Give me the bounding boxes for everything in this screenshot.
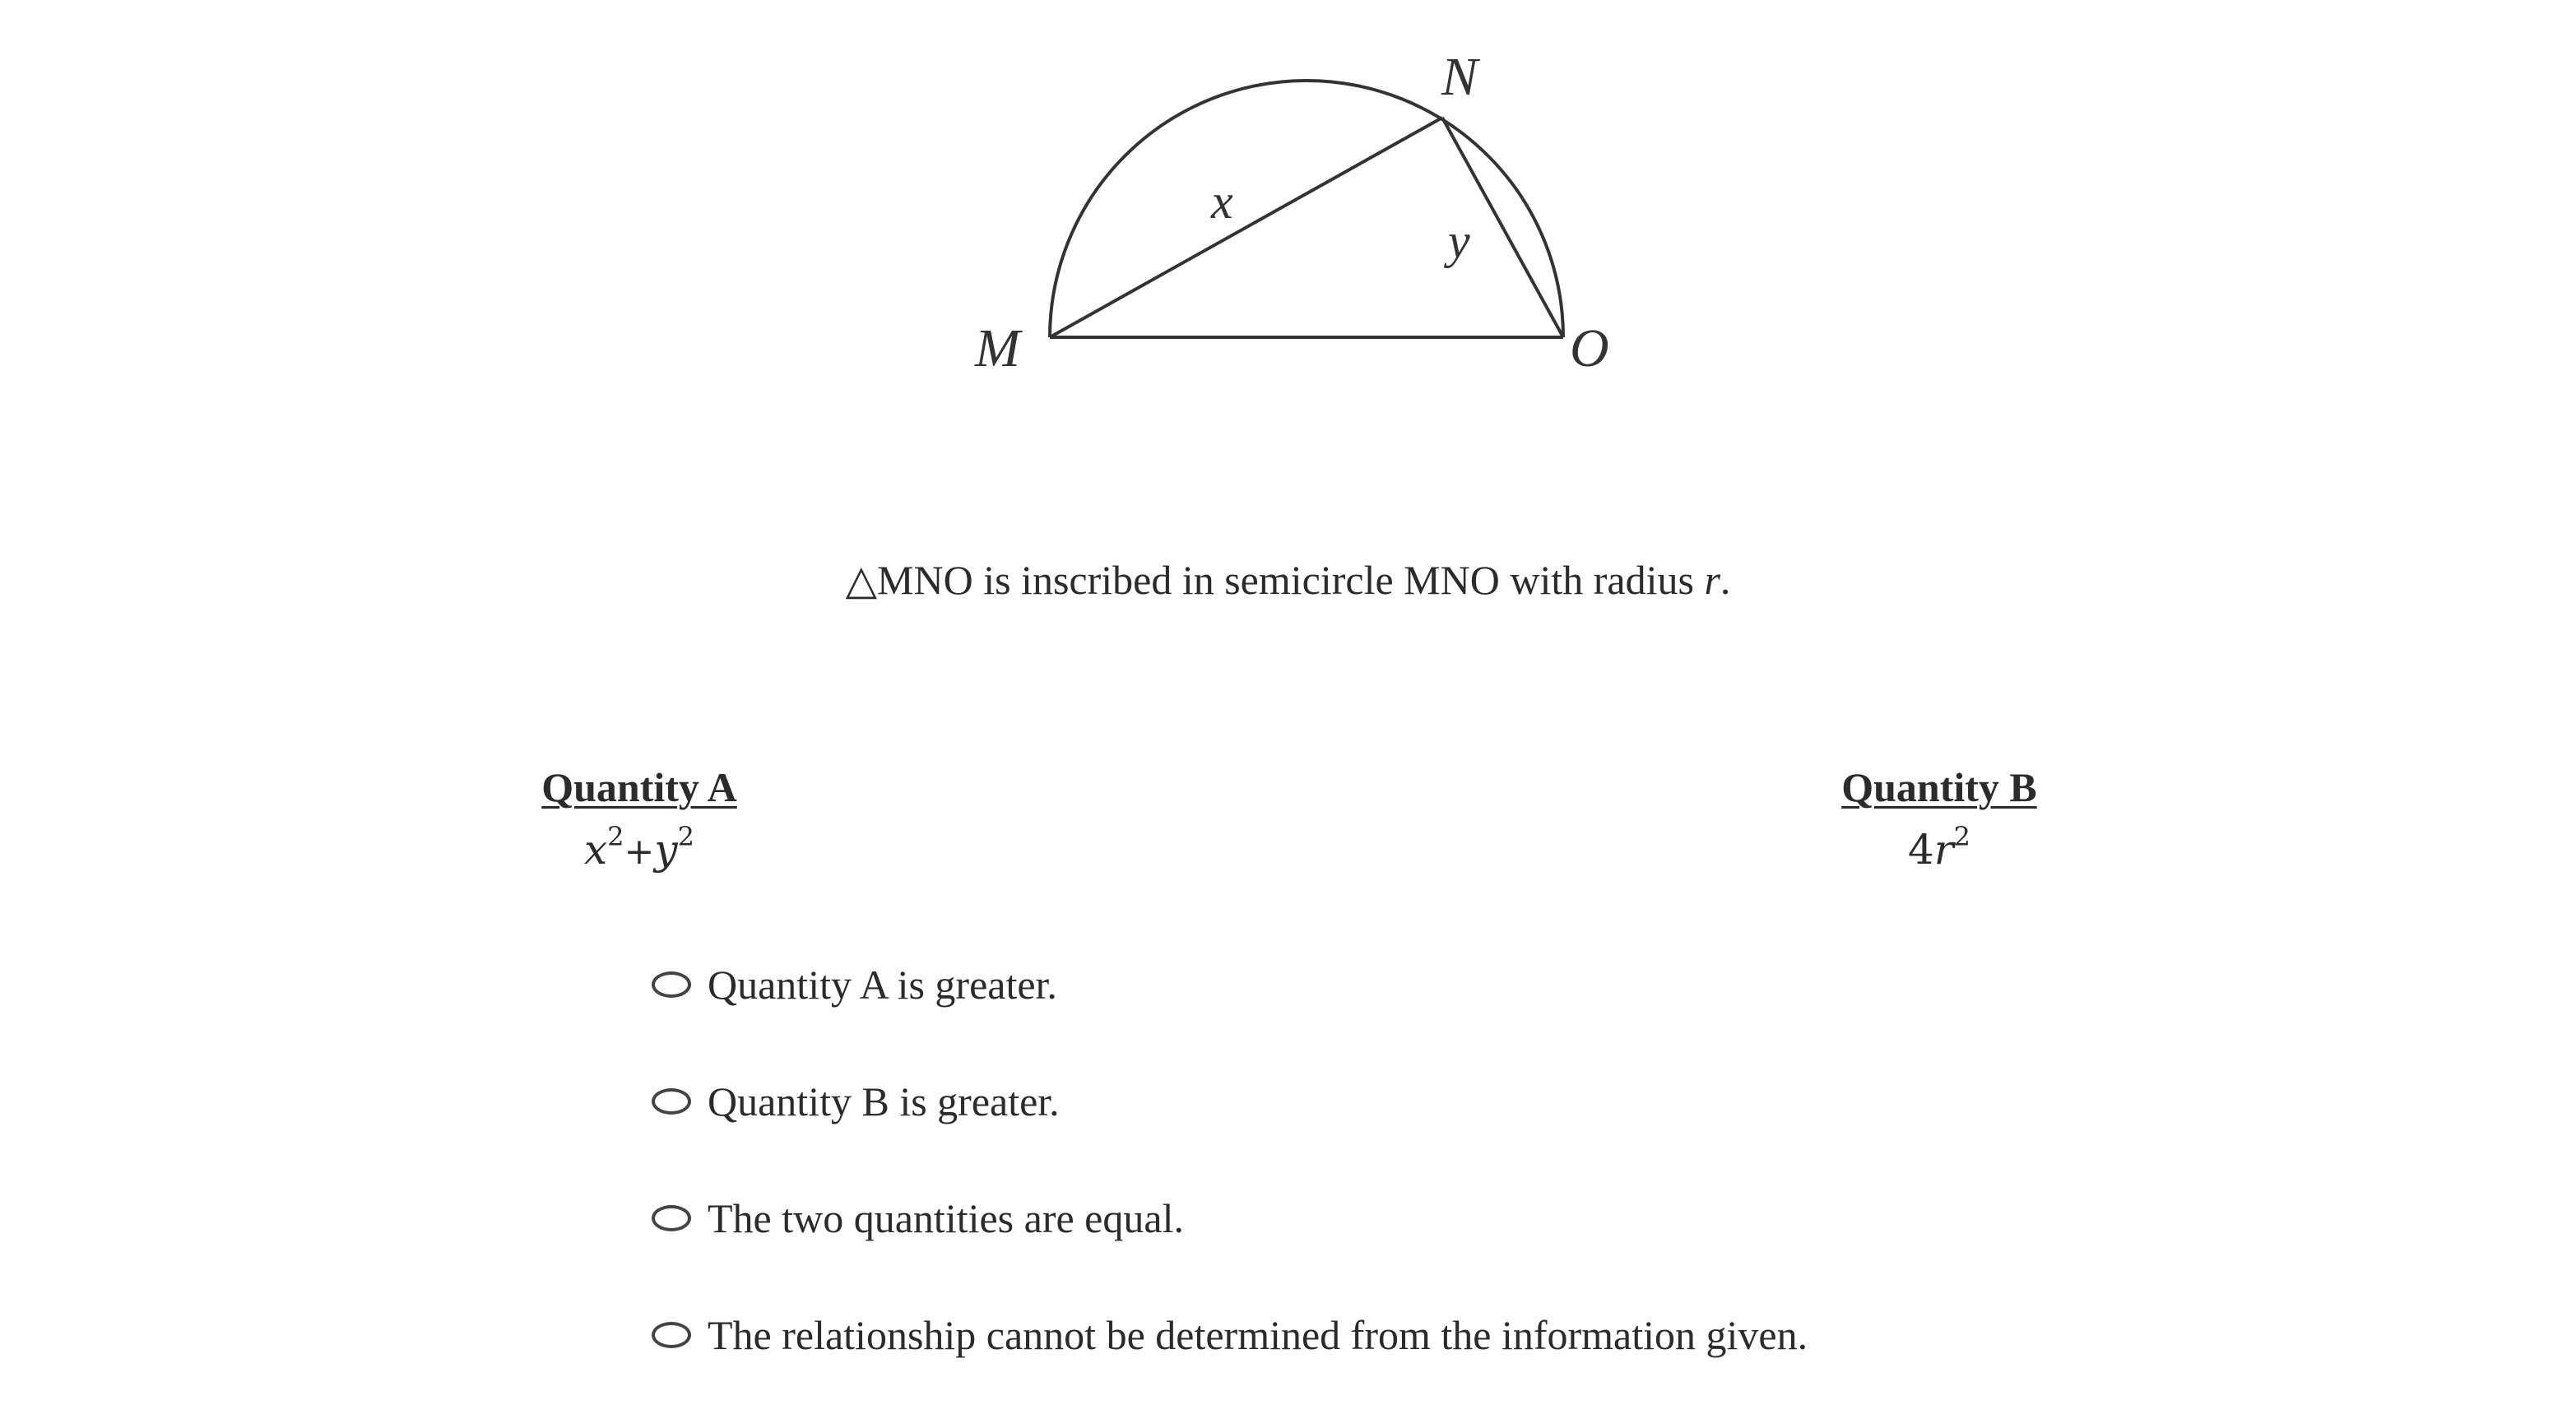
semicircle-triangle-figure [946,45,1654,391]
stem-text: △MNO is inscribed in semicircle MNO with radius [845,557,1705,603]
answer-choice-a[interactable] [652,956,1057,1013]
vertex-label-m: M [975,318,1020,378]
radio-button[interactable] [652,1088,691,1115]
vertex-label-n: N [1441,47,1478,107]
quantity-a [475,758,804,881]
stem-variable: r [1704,557,1720,603]
answer-choice-label: Quantity A is greater. [708,962,1057,1008]
quantity-b-expression: $4r^2$ [1907,821,1971,874]
answer-choice-b[interactable] [652,1073,1060,1130]
quantity-b [1775,758,2104,879]
radio-button[interactable] [652,1322,691,1348]
semicircle-arc [1050,81,1563,337]
stem-suffix: . [1720,557,1731,603]
answer-choice-label: The two quantities are equal. [708,1195,1184,1241]
side-label-x: x [1211,174,1233,229]
question-stem [0,551,2576,609]
segment-mn [1050,118,1442,337]
radio-button[interactable] [652,971,691,998]
answer-choice-c[interactable] [652,1189,1184,1247]
answer-choice-d[interactable] [652,1306,1808,1364]
vertex-label-o: O [1570,318,1609,378]
quantity-a-header: Quantity A [541,764,737,810]
radio-button[interactable] [652,1205,691,1231]
side-label-y: y [1448,214,1470,268]
quantity-a-expression: $x^2+y^2$ [583,821,695,874]
quantity-b-header: Quantity B [1841,764,2037,810]
answer-choice-label: Quantity B is greater. [708,1078,1060,1124]
answer-choice-label: The relationship cannot be determined from the information given. [708,1312,1808,1358]
